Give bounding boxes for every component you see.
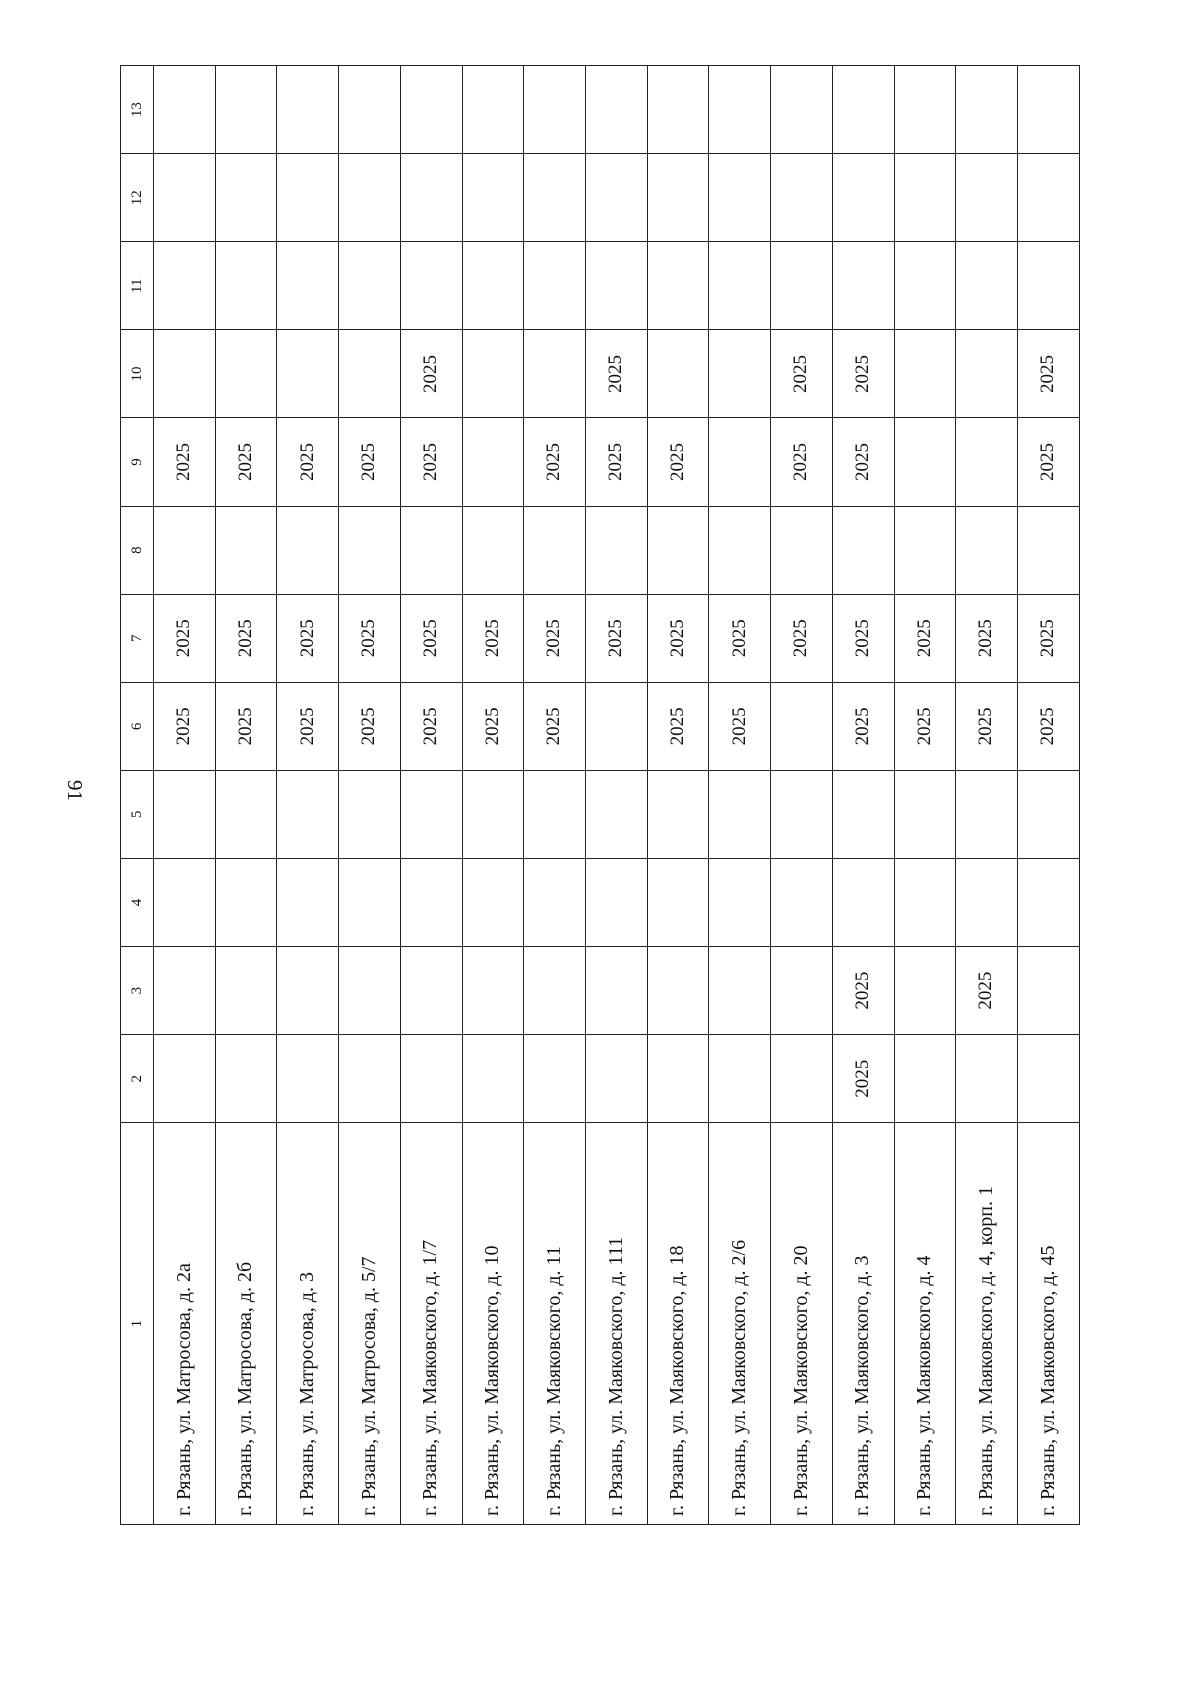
year-cell (462, 1035, 524, 1123)
year-cell (462, 330, 524, 418)
year-cell (771, 506, 833, 594)
table-row (339, 66, 401, 1525)
table-row (894, 66, 956, 1525)
year-cell (894, 242, 956, 330)
column-header: 13 (121, 66, 154, 154)
table-row (647, 66, 709, 1525)
year-cell (339, 770, 401, 858)
year-cell (277, 506, 339, 594)
year-cell (586, 770, 648, 858)
year-cell: 2025 (215, 682, 277, 770)
year-cell (462, 770, 524, 858)
table-row (215, 66, 277, 1525)
year-cell (894, 1035, 956, 1123)
year-cell (400, 770, 462, 858)
year-cell (956, 858, 1018, 946)
year-cell: 2025 (1018, 594, 1080, 682)
table-header-row (121, 66, 154, 1525)
year-cell (956, 506, 1018, 594)
page-number: 91 (63, 780, 87, 801)
column-header: 8 (121, 506, 154, 594)
year-cell (832, 770, 894, 858)
table-row (524, 66, 586, 1525)
year-cell (154, 770, 216, 858)
year-cell: 2025 (956, 594, 1018, 682)
year-cell (154, 1035, 216, 1123)
year-cell (894, 418, 956, 506)
year-cell (215, 154, 277, 242)
year-cell: 2025 (771, 418, 833, 506)
year-cell (832, 242, 894, 330)
address-cell: г. Рязань, ул. Маяковского, д. 2/6 (709, 1123, 771, 1525)
year-cell (462, 418, 524, 506)
year-cell (586, 154, 648, 242)
year-cell: 2025 (771, 330, 833, 418)
year-cell (277, 858, 339, 946)
year-cell: 2025 (400, 594, 462, 682)
address-cell: г. Рязань, ул. Матросова, д. 5/7 (339, 1123, 401, 1525)
year-cell (709, 1035, 771, 1123)
address-cell: г. Рязань, ул. Матросова, д. 3 (277, 1123, 339, 1525)
year-cell (1018, 770, 1080, 858)
year-cell (1018, 66, 1080, 154)
year-cell: 2025 (524, 682, 586, 770)
year-cell (524, 770, 586, 858)
year-cell (400, 154, 462, 242)
address-cell: г. Рязань, ул. Маяковского, д. 4, корп. 1 (956, 1123, 1018, 1525)
year-cell: 2025 (462, 594, 524, 682)
year-cell (832, 858, 894, 946)
year-cell (894, 154, 956, 242)
year-cell (771, 858, 833, 946)
address-cell: г. Рязань, ул. Маяковского, д. 10 (462, 1123, 524, 1525)
address-cell: г. Рязань, ул. Матросова, д. 2б (215, 1123, 277, 1525)
table-body (154, 66, 1080, 1525)
year-cell (894, 330, 956, 418)
year-cell (832, 154, 894, 242)
year-cell: 2025 (215, 418, 277, 506)
year-cell (771, 770, 833, 858)
column-header: 12 (121, 154, 154, 242)
year-cell (215, 770, 277, 858)
year-cell (277, 1035, 339, 1123)
year-cell (524, 947, 586, 1035)
table-row (771, 66, 833, 1525)
year-cell: 2025 (1018, 330, 1080, 418)
year-cell: 2025 (400, 682, 462, 770)
year-cell (215, 1035, 277, 1123)
year-cell (956, 770, 1018, 858)
year-cell: 2025 (832, 418, 894, 506)
year-cell (709, 947, 771, 1035)
year-cell (277, 770, 339, 858)
year-cell: 2025 (647, 594, 709, 682)
year-cell (215, 242, 277, 330)
year-cell (894, 506, 956, 594)
year-cell (154, 947, 216, 1035)
year-cell (956, 1035, 1018, 1123)
address-cell: г. Рязань, ул. Маяковского, д. 111 (586, 1123, 648, 1525)
year-cell (586, 242, 648, 330)
year-cell: 2025 (524, 418, 586, 506)
address-cell: г. Рязань, ул. Маяковского, д. 4 (894, 1123, 956, 1525)
year-cell (647, 330, 709, 418)
year-cell (215, 947, 277, 1035)
year-cell (1018, 506, 1080, 594)
year-cell (586, 947, 648, 1035)
address-cell: г. Рязань, ул. Маяковского, д. 1/7 (400, 1123, 462, 1525)
year-cell (894, 947, 956, 1035)
table-row (462, 66, 524, 1525)
year-cell: 2025 (832, 330, 894, 418)
year-cell (647, 1035, 709, 1123)
year-cell (771, 947, 833, 1035)
year-cell: 2025 (894, 682, 956, 770)
year-cell (771, 66, 833, 154)
column-header: 1 (121, 1123, 154, 1525)
year-cell (709, 242, 771, 330)
year-cell (647, 66, 709, 154)
year-cell (524, 506, 586, 594)
year-cell (462, 506, 524, 594)
year-cell (339, 858, 401, 946)
year-cell (400, 947, 462, 1035)
year-cell: 2025 (215, 594, 277, 682)
column-header: 7 (121, 594, 154, 682)
year-cell (894, 770, 956, 858)
year-cell (709, 418, 771, 506)
address-cell: г. Рязань, ул. Маяковского, д. 11 (524, 1123, 586, 1525)
year-cell: 2025 (832, 947, 894, 1035)
year-cell (709, 506, 771, 594)
address-cell: г. Рязань, ул. Маяковского, д. 18 (647, 1123, 709, 1525)
year-cell (1018, 1035, 1080, 1123)
year-cell (339, 506, 401, 594)
year-cell (1018, 154, 1080, 242)
year-cell (524, 242, 586, 330)
year-cell: 2025 (586, 330, 648, 418)
year-cell: 2025 (832, 682, 894, 770)
table-row (400, 66, 462, 1525)
year-cell (586, 66, 648, 154)
year-cell: 2025 (154, 682, 216, 770)
year-cell: 2025 (339, 418, 401, 506)
address-cell: г. Рязань, ул. Маяковского, д. 45 (1018, 1123, 1080, 1525)
year-cell (647, 770, 709, 858)
year-cell: 2025 (462, 682, 524, 770)
year-cell (647, 947, 709, 1035)
year-cell (339, 66, 401, 154)
year-cell (894, 858, 956, 946)
year-cell (709, 154, 771, 242)
year-cell: 2025 (647, 418, 709, 506)
year-cell (339, 154, 401, 242)
year-cell (956, 242, 1018, 330)
year-cell (647, 506, 709, 594)
year-cell: 2025 (832, 594, 894, 682)
year-cell (339, 947, 401, 1035)
year-cell (647, 242, 709, 330)
year-cell: 2025 (277, 418, 339, 506)
year-cell (524, 330, 586, 418)
year-cell: 2025 (1018, 682, 1080, 770)
year-cell: 2025 (709, 594, 771, 682)
year-cell (277, 242, 339, 330)
year-cell (154, 242, 216, 330)
table-row (154, 66, 216, 1525)
year-cell (771, 1035, 833, 1123)
year-cell (215, 66, 277, 154)
year-cell (1018, 242, 1080, 330)
year-cell (709, 770, 771, 858)
column-header: 11 (121, 242, 154, 330)
year-cell: 2025 (894, 594, 956, 682)
year-cell: 2025 (524, 594, 586, 682)
table-row (1018, 66, 1080, 1525)
year-cell: 2025 (400, 330, 462, 418)
year-cell (154, 330, 216, 418)
year-cell (215, 858, 277, 946)
year-cell (524, 858, 586, 946)
year-cell (956, 154, 1018, 242)
column-header: 3 (121, 947, 154, 1035)
year-cell (771, 682, 833, 770)
year-cell (771, 242, 833, 330)
year-cell: 2025 (277, 682, 339, 770)
year-cell: 2025 (400, 418, 462, 506)
column-header: 10 (121, 330, 154, 418)
year-cell (462, 242, 524, 330)
year-cell (524, 1035, 586, 1123)
year-cell (339, 1035, 401, 1123)
year-cell (894, 66, 956, 154)
table-row (832, 66, 894, 1525)
year-cell (832, 66, 894, 154)
address-cell: г. Рязань, ул. Матросова, д. 2а (154, 1123, 216, 1525)
schedule-table (120, 65, 1080, 1525)
year-cell (400, 506, 462, 594)
year-cell (1018, 947, 1080, 1035)
year-cell (154, 154, 216, 242)
year-cell (462, 66, 524, 154)
address-cell: г. Рязань, ул. Маяковского, д. 3 (832, 1123, 894, 1525)
year-cell: 2025 (339, 682, 401, 770)
year-cell: 2025 (154, 594, 216, 682)
year-cell (956, 418, 1018, 506)
year-cell (154, 506, 216, 594)
year-cell (524, 154, 586, 242)
year-cell (586, 506, 648, 594)
year-cell: 2025 (339, 594, 401, 682)
address-cell: г. Рязань, ул. Маяковского, д. 20 (771, 1123, 833, 1525)
year-cell (462, 947, 524, 1035)
year-cell (586, 858, 648, 946)
year-cell (277, 330, 339, 418)
year-cell (277, 947, 339, 1035)
year-cell: 2025 (586, 418, 648, 506)
year-cell (154, 66, 216, 154)
year-cell: 2025 (1018, 418, 1080, 506)
year-cell: 2025 (956, 947, 1018, 1035)
year-cell: 2025 (154, 418, 216, 506)
column-header: 6 (121, 682, 154, 770)
column-header: 2 (121, 1035, 154, 1123)
year-cell (339, 242, 401, 330)
year-cell (771, 154, 833, 242)
year-cell (1018, 858, 1080, 946)
year-cell: 2025 (586, 594, 648, 682)
year-cell (462, 154, 524, 242)
year-cell (154, 858, 216, 946)
year-cell (400, 858, 462, 946)
year-cell (215, 330, 277, 418)
year-cell (462, 858, 524, 946)
year-cell (647, 154, 709, 242)
table-row (956, 66, 1018, 1525)
year-cell (832, 506, 894, 594)
table-row (277, 66, 339, 1525)
year-cell: 2025 (956, 682, 1018, 770)
year-cell: 2025 (277, 594, 339, 682)
year-cell (400, 66, 462, 154)
year-cell (647, 858, 709, 946)
column-header: 4 (121, 858, 154, 946)
year-cell (709, 66, 771, 154)
column-header: 9 (121, 418, 154, 506)
year-cell (956, 66, 1018, 154)
year-cell (215, 506, 277, 594)
table-row (709, 66, 771, 1525)
year-cell: 2025 (832, 1035, 894, 1123)
year-cell (400, 242, 462, 330)
year-cell (709, 858, 771, 946)
year-cell (956, 330, 1018, 418)
rotated-table-container (120, 65, 1080, 1525)
table-row (586, 66, 648, 1525)
year-cell (524, 66, 586, 154)
year-cell (339, 330, 401, 418)
year-cell (277, 154, 339, 242)
year-cell: 2025 (771, 594, 833, 682)
year-cell (586, 682, 648, 770)
year-cell (586, 1035, 648, 1123)
year-cell: 2025 (709, 682, 771, 770)
year-cell (400, 1035, 462, 1123)
year-cell (277, 66, 339, 154)
year-cell: 2025 (647, 682, 709, 770)
column-header: 5 (121, 770, 154, 858)
year-cell (709, 330, 771, 418)
